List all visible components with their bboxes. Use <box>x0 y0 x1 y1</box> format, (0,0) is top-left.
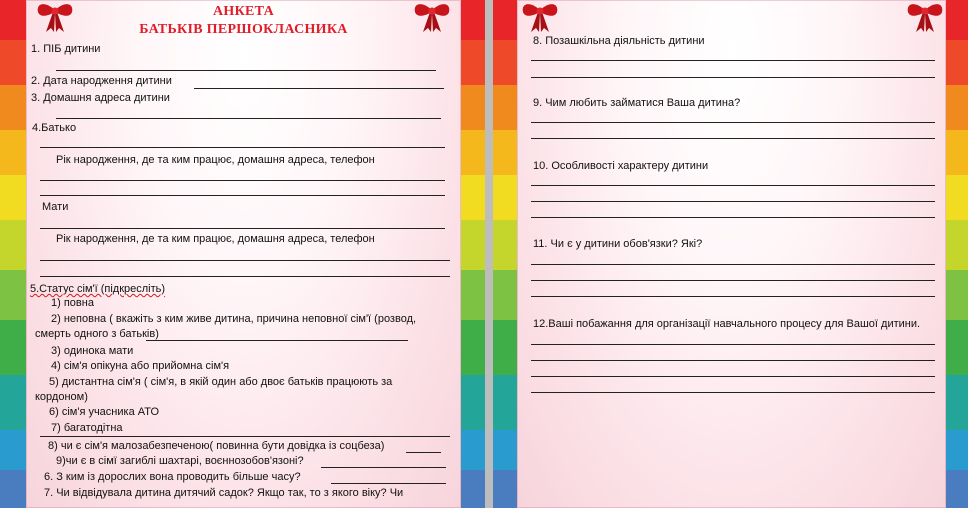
family-status-option-cont: кордоном) <box>35 391 88 403</box>
family-status-option[interactable]: 5) дистантна сім'я ( сім'я, в якій один або двоє батьків працюють за <box>49 376 393 388</box>
answer-line[interactable] <box>40 228 445 229</box>
family-status-option[interactable]: 6) сім'я учасника АТО <box>49 406 160 418</box>
family-status-option[interactable]: 2) неповна ( вкажіть з ким живе дитина, причина неповної сім'ї (розвод, <box>51 313 417 325</box>
question-10-label: 10. Особливості характеру дитини <box>533 160 709 172</box>
question-2-label: 2. Дата народження дитини <box>31 75 172 87</box>
answer-line[interactable] <box>531 280 935 281</box>
question-6-label: 6. З ким із дорослих вона проводить більше часу? <box>44 471 301 483</box>
family-status-option[interactable]: 9)чи є в сімї загиблі шахтарі, воєннозобов'язоні? <box>56 455 304 467</box>
question-3-label: 3. Домашня адреса дитини <box>31 92 170 104</box>
page-subtitle: БАТЬКІВ ПЕРШОКЛАСНИКА <box>139 22 348 37</box>
answer-line[interactable] <box>531 392 935 393</box>
answer-line[interactable] <box>40 276 450 277</box>
question-4-label: 4.Батько <box>32 122 77 134</box>
answer-line[interactable] <box>406 452 441 453</box>
answer-line[interactable] <box>40 180 445 181</box>
question-11-label: 11. Чи є у дитини обов'язки? Які? <box>533 238 703 250</box>
answer-line[interactable] <box>531 60 935 61</box>
questionnaire-page-right <box>493 0 968 508</box>
answer-line[interactable] <box>40 436 450 437</box>
ribbon-bow-icon <box>519 0 561 32</box>
answer-line[interactable] <box>531 138 935 139</box>
question-8-label: 8. Позашкільна діяльність дитини <box>533 35 705 47</box>
family-status-option[interactable]: 3) одинока мати <box>51 345 134 357</box>
family-status-option[interactable]: 4) сім'я опікуна або прийомна сім'я <box>51 360 230 372</box>
answer-line[interactable] <box>531 185 935 186</box>
answer-line[interactable] <box>331 483 446 484</box>
question-12-label: 12.Ваші побажання для організації навчального процесу для Вашої дитини. <box>533 318 921 330</box>
answer-line[interactable] <box>531 264 935 265</box>
family-status-option-cont: смерть одного з батьків) <box>35 328 159 340</box>
answer-line[interactable] <box>531 344 935 345</box>
ribbon-bow-icon <box>904 0 946 32</box>
answer-line[interactable] <box>531 77 935 78</box>
answer-line[interactable] <box>531 217 935 218</box>
page-right-paper <box>517 0 946 508</box>
page-left-paper <box>26 0 461 508</box>
question-1-label: 1. ПІБ дитини <box>31 43 101 55</box>
answer-line[interactable] <box>40 147 445 148</box>
question-5-label: 5.Статус сім'ї (підкресліть) <box>30 283 166 295</box>
mother-label: Мати <box>42 201 69 213</box>
family-status-option[interactable]: 1) повна <box>51 297 94 309</box>
answer-line[interactable] <box>56 70 436 71</box>
answer-line[interactable] <box>40 195 445 196</box>
family-status-option[interactable]: 8) чи є сім'я малозабезпеченою( повинна бути довідка із соцбеза) <box>48 440 385 452</box>
mother-details-label: Рік народження, де та ким працює, домашня адреса, телефон <box>56 233 375 245</box>
answer-line[interactable] <box>194 88 444 89</box>
answer-line[interactable] <box>531 296 935 297</box>
question-7-label: 7. Чи відвідувала дитина дитячий садок? Якщо так, то з якого віку? Чи <box>44 487 404 499</box>
answer-line[interactable] <box>40 260 450 261</box>
question-9-label: 9. Чим любить займатися Ваша дитина? <box>533 97 741 109</box>
answer-line[interactable] <box>531 376 935 377</box>
answer-line[interactable] <box>531 201 935 202</box>
page-title: АНКЕТА <box>212 4 275 19</box>
answer-line[interactable] <box>321 467 446 468</box>
answer-line[interactable] <box>146 340 408 341</box>
answer-line[interactable] <box>531 360 935 361</box>
father-details-label: Рік народження, де та ким працює, домашня адреса, телефон <box>56 154 375 166</box>
answer-line[interactable] <box>56 118 441 119</box>
answer-line[interactable] <box>531 122 935 123</box>
family-status-option[interactable]: 7) багатодітна <box>51 422 123 434</box>
page-gap <box>485 0 493 508</box>
